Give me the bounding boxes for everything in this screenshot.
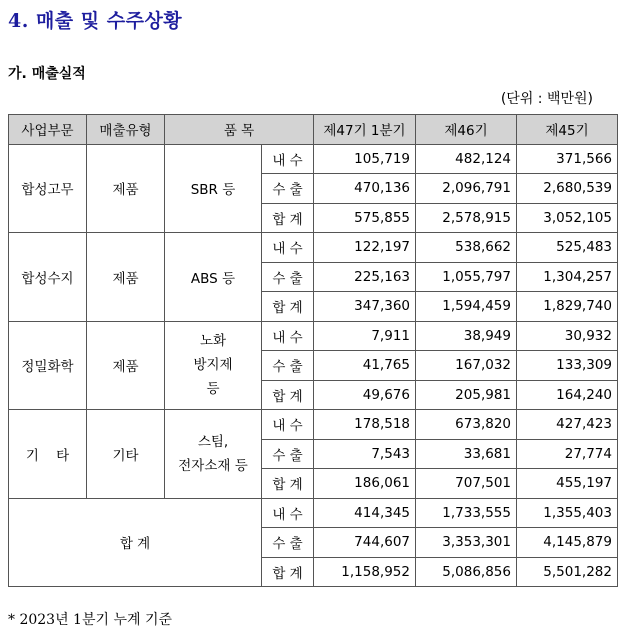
value-cell: 482,124	[416, 144, 517, 174]
segment-cell: 합성수지	[9, 233, 87, 322]
value-cell: 673,820	[416, 410, 517, 440]
header-period-45: 제45기	[517, 115, 618, 145]
item-cell: 노화 방지제 등	[165, 321, 262, 410]
row-label-export: 수 출	[262, 439, 314, 469]
value-cell: 225,163	[314, 262, 416, 292]
value-cell: 7,911	[314, 321, 416, 351]
value-cell: 7,543	[314, 439, 416, 469]
value-cell: 575,855	[314, 203, 416, 233]
row-label-export: 수 출	[262, 528, 314, 558]
row-label-domestic: 내 수	[262, 144, 314, 174]
table-row	[9, 410, 618, 440]
row-label-total: 합 계	[262, 203, 314, 233]
value-cell: 38,949	[416, 321, 517, 351]
value-cell: 33,681	[416, 439, 517, 469]
header-item: 품 목	[165, 115, 314, 145]
value-cell: 2,680,539	[517, 174, 618, 204]
value-cell: 122,197	[314, 233, 416, 263]
value-cell: 1,055,797	[416, 262, 517, 292]
header-row	[9, 115, 618, 145]
header-segment: 사업부문	[9, 115, 87, 145]
table-row	[9, 233, 618, 263]
unit-label: (단위 : 백만원)	[500, 91, 593, 107]
value-cell: 186,061	[314, 469, 416, 499]
row-label-domestic: 내 수	[262, 233, 314, 263]
value-cell: 105,719	[314, 144, 416, 174]
table-row	[9, 321, 618, 351]
value-cell: 2,578,915	[416, 203, 517, 233]
value-cell: 1,829,740	[517, 292, 618, 322]
value-cell: 41,765	[314, 351, 416, 381]
value-cell: 1,355,403	[517, 498, 618, 528]
value-cell: 455,197	[517, 469, 618, 499]
grand-total-label: 합 계	[9, 498, 262, 587]
type-cell: 제품	[87, 144, 165, 233]
table-row	[9, 144, 618, 174]
header-type: 매출유형	[87, 115, 165, 145]
row-label-export: 수 출	[262, 351, 314, 381]
value-cell: 538,662	[416, 233, 517, 263]
value-cell: 2,096,791	[416, 174, 517, 204]
sales-table	[8, 114, 618, 587]
value-cell: 3,052,105	[517, 203, 618, 233]
value-cell: 3,353,301	[416, 528, 517, 558]
header-period-47: 제47기 1분기	[314, 115, 416, 145]
value-cell: 1,158,952	[314, 557, 416, 587]
value-cell: 4,145,879	[517, 528, 618, 558]
value-cell: 30,932	[517, 321, 618, 351]
row-label-domestic: 내 수	[262, 498, 314, 528]
value-cell: 167,032	[416, 351, 517, 381]
section-title: 4. 매출 및 수주상황	[8, 10, 183, 32]
value-cell: 1,733,555	[416, 498, 517, 528]
segment-cell: 기 타	[9, 410, 87, 499]
value-cell: 1,594,459	[416, 292, 517, 322]
value-cell: 5,501,282	[517, 557, 618, 587]
value-cell: 178,518	[314, 410, 416, 440]
value-cell: 470,136	[314, 174, 416, 204]
value-cell: 744,607	[314, 528, 416, 558]
value-cell: 347,360	[314, 292, 416, 322]
row-label-export: 수 출	[262, 262, 314, 292]
item-cell: 스팀, 전자소재 등	[165, 410, 262, 499]
row-label-total: 합 계	[262, 292, 314, 322]
value-cell: 414,345	[314, 498, 416, 528]
row-label-total: 합 계	[262, 469, 314, 499]
row-label-domestic: 내 수	[262, 410, 314, 440]
value-cell: 5,086,856	[416, 557, 517, 587]
type-cell: 제품	[87, 233, 165, 322]
item-cell: ABS 등	[165, 233, 262, 322]
value-cell: 164,240	[517, 380, 618, 410]
footnote: * 2023년 1분기 누계 기준	[8, 612, 173, 628]
value-cell: 27,774	[517, 439, 618, 469]
type-cell: 기타	[87, 410, 165, 499]
value-cell: 371,566	[517, 144, 618, 174]
row-label-total: 합 계	[262, 380, 314, 410]
row-label-export: 수 출	[262, 174, 314, 204]
value-cell: 133,309	[517, 351, 618, 381]
value-cell: 525,483	[517, 233, 618, 263]
type-cell: 제품	[87, 321, 165, 410]
segment-cell: 정밀화학	[9, 321, 87, 410]
value-cell: 49,676	[314, 380, 416, 410]
row-label-total: 합 계	[262, 557, 314, 587]
segment-cell: 합성고무	[9, 144, 87, 233]
subsection-title: 가. 매출실적	[8, 66, 86, 82]
item-cell: SBR 등	[165, 144, 262, 233]
header-period-46: 제46기	[416, 115, 517, 145]
row-label-domestic: 내 수	[262, 321, 314, 351]
value-cell: 205,981	[416, 380, 517, 410]
value-cell: 1,304,257	[517, 262, 618, 292]
table-row	[9, 498, 618, 528]
value-cell: 707,501	[416, 469, 517, 499]
value-cell: 427,423	[517, 410, 618, 440]
